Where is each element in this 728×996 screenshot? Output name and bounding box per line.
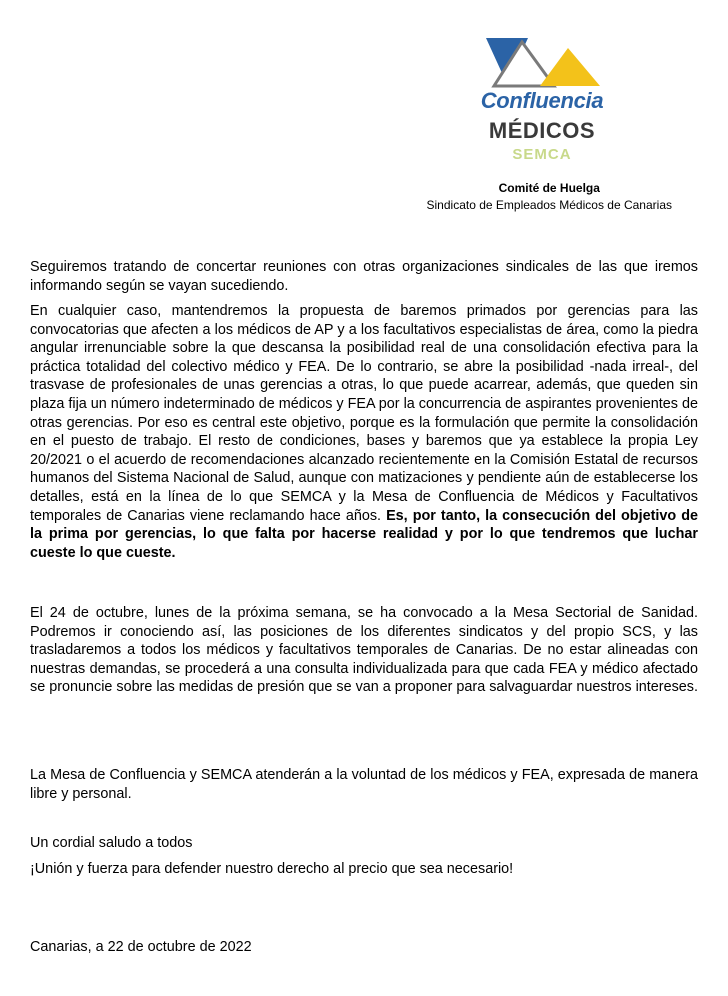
union-name: Sindicato de Empleados Médicos de Canarias bbox=[426, 198, 672, 212]
paragraph-4 bbox=[30, 766, 698, 803]
organization-header bbox=[427, 180, 672, 214]
paragraph-2-bold: Es, por tanto, la consecución del objetivo de la prima por gerencias, lo que falta por hacerse realidad y por lo que tendremos que luchar cueste lo que cueste. bbox=[30, 507, 698, 561]
logo-word-confluencia: Confluencia bbox=[480, 88, 604, 113]
paragraph-3 bbox=[30, 604, 698, 697]
logo-word-semca: SEMCA bbox=[512, 146, 572, 163]
confluencia-medicos-logo bbox=[462, 36, 622, 166]
paragraph-2-text bbox=[30, 302, 698, 562]
logo-word-medicos: MÉDICOS bbox=[488, 118, 596, 143]
triangles-icon bbox=[482, 36, 602, 88]
paragraph-4-text: La Mesa de Confluencia y SEMCA atenderán a la voluntad de los médicos y FEA, expresada de manera libre y personal. bbox=[30, 767, 698, 802]
greeting-text: Un cordial saludo a todos bbox=[30, 835, 193, 851]
slogan-text: ¡Unión y fuerza para defender nuestro derecho al precio que sea necesario! bbox=[30, 861, 514, 877]
paragraph-1-text: Seguiremos tratando de concertar reuniones con otras organizaciones sindicales de las que iremos informando según se vayan sucediendo. bbox=[30, 259, 698, 294]
slogan bbox=[30, 860, 698, 879]
paragraph-2 bbox=[30, 302, 698, 562]
committee-label: Comité de Huelga bbox=[498, 181, 600, 195]
greeting bbox=[30, 834, 698, 853]
date-text: Canarias, a 22 de octubre de 2022 bbox=[30, 939, 252, 955]
paragraph-1 bbox=[30, 258, 698, 295]
paragraph-3-text: El 24 de octubre, lunes de la próxima semana, se ha convocado a la Mesa Sectorial de Sanidad. Podremos ir conociendo así, las posiciones de los diferentes sindicatos y del propio SCS, y las trasladaremos a todos los médicos y facultativos temporales de Canarias. De no estar alineadas con nuestras demandas, se procederá a una consulta individualizada para que cada FEA y médico afectado se pronuncie sobre las medidas de presión que se van a proponer para salvaguardar nuestros intereses. bbox=[30, 605, 698, 696]
date-line bbox=[30, 938, 698, 957]
paragraph-2-body: En cualquier caso, mantendremos la propuesta de baremos primados por gerencias para las convocatorias que afecten a los médicos de AP y a los facultativos especialistas de área, como la piedra angular irrenunciable sobre la que descansa la posibilidad real de una consolidación efectiva para la práctica totalidad del colectivo médico y FEA. De lo contrario, se abre la posibilidad -nada irreal-, del trasvase de profesionales de unas gerencias a otras, lo que puede acarrear, además, que queden sin plaza fija un número indeterminado de médicos y FEA por la concurrencia de aspirantes provenientes de otras gerencias. Por eso es central este objetivo, porque es la formulación que permite la consolidación en el puesto de trabajo. El resto de condiciones, bases y baremos que ya establece la propia Ley 20/2021 o el acuerdo de recomendaciones alcanzado recientemente en la Comisión Estatal de recursos humanos del Sistema Nacional de Salud, aunque con matizaciones y pendiente aún de establecerse los detalles, está en la línea de lo que SEMCA y la Mesa de Confluencia de Médicos y Facultativos temporales de Canarias viene reclamando hace años. bbox=[30, 303, 698, 524]
